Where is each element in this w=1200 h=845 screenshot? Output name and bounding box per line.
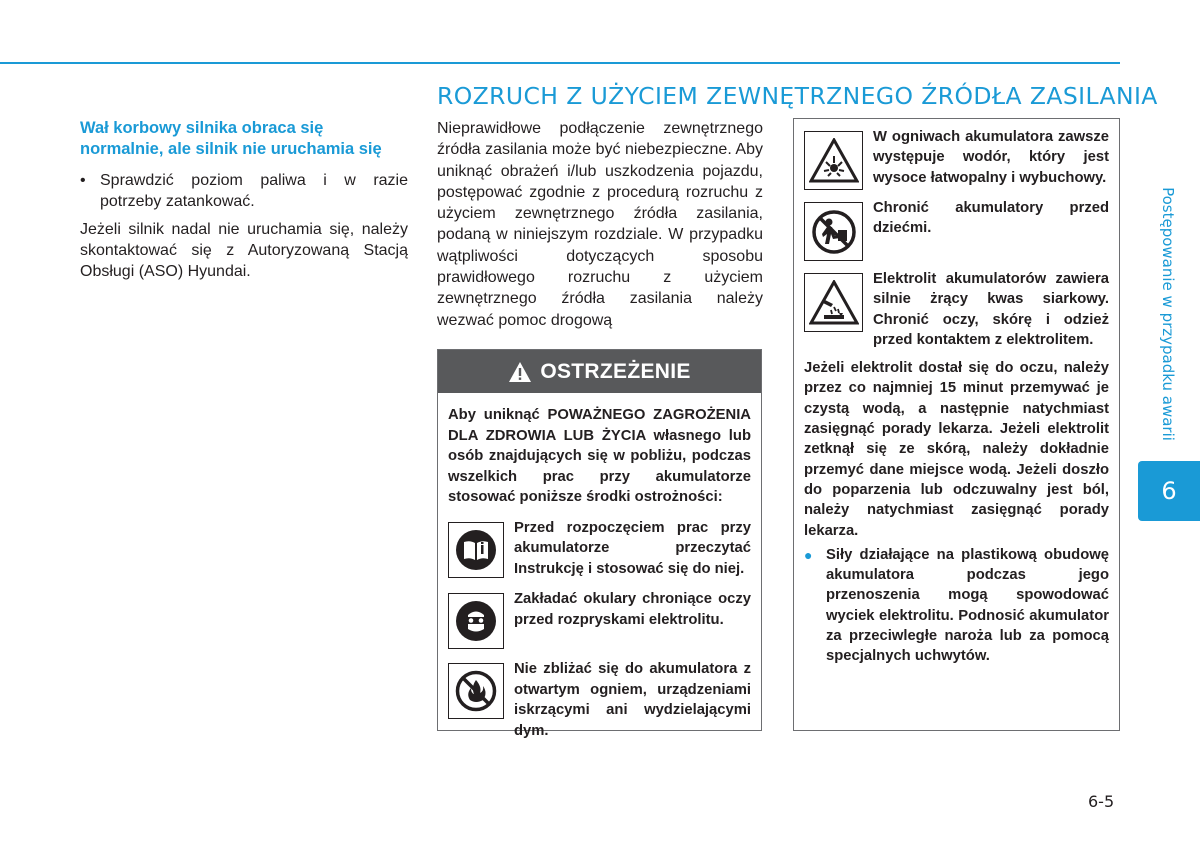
middle-column [437,118,763,331]
warning-label: OSTRZEŻENIE [540,359,691,383]
explosive-warning-icon [804,131,863,190]
warning-box [437,349,762,739]
bullet-text: Sprawdzić poziom paliwa i w razie potrzeby zatankować. [100,172,408,210]
header-rule [0,62,1120,64]
warning-header [438,350,761,393]
left-column [80,118,408,282]
left-paragraph: Jeżeli silnik nadal nie uruchamia się, należy skontaktować się z Autoryzowaną Stacją Obsługi (ASO) Hyundai. [80,221,408,280]
bullet-dot-icon: • [80,172,86,189]
safety-goggles-icon [448,593,504,649]
list-item [448,659,751,741]
list-item [804,545,1109,667]
bullet-dot-icon: ● [804,546,813,563]
list-item [80,170,408,212]
warning-item-text: Zakładać okulary chroniące oczy przed rozpryskami elektrolitu. [514,591,751,628]
list-item [448,589,751,649]
intro-paragraph: Nieprawidłowe podłączenie zewnętrznego źródła zasilania może być niebezpieczne. Aby uniknąć obrażeń i/lub uszkodzenia pojazdu, postępować zgodnie z procedurą rozruchu z użyciem zewnętrznego źródła zasilania, podaną w niniejszym rozdziale. W przypadku wątpliwości dotyczących sposobu prawidłowego rozruchu z użyciem zewnętrznego źródła zasilania należy wezwać pomoc drogową [437,120,763,329]
battery-safety-box [793,118,1120,731]
manual-book-icon [448,522,504,578]
safety-item-text: Chronić akumulatory przed dziećmi. [873,200,1109,237]
list-item [448,518,751,580]
bullet-text: Siły działające na plastikową obudowę akumulatora podczas jego przenoszenia mogą spowodować wyciek elektrolitu. Podnosić akumulator za przeciwległe naroża lub za pomocą specjalnych uchwytów. [826,546,1109,665]
list-item [804,269,1109,350]
safety-item-text: W ogniwach akumulatora zawsze występuje wodór, który jest wysoce łatwopalny i wybuchowy. [873,129,1109,186]
chapter-side-label [1136,176,1200,451]
first-aid-paragraph: Jeżeli elektrolit dostał się do oczu, należy przez co najmniej 15 minut przemywać je czystą wodą, a następnie natychmiast zasięgnąć porady lekarza. Jeżeli elektrolit zetknął się ze skórą, należy dokładnie przemyć dane miejsce wodą. Jeżeli doszło do poparzenia lub odczuwalny jest ból, należy natychmiast zasięgnąć porady lekarza. [804,360,1109,539]
page-number: 6-5 [1088,792,1115,811]
warning-intro: Aby uniknąć POWAŻNEGO ZAGROŻENIA DLA ZDROWIA LUB ŻYCIA własnego lub osób znajdujących się w pobliżu, podczas wszelkich prac przy akumulatorze stosować poniższe środki ostrożności: [448,407,751,505]
chapter-title: Postępowanie w przypadku awarii [1159,186,1177,441]
chapter-tab: 6 [1138,461,1200,521]
warning-triangle-icon [508,361,532,383]
list-item [804,127,1109,190]
section-title: ROZRUCH Z UŻYCIEM ZEWNĘTRZNEGO ŹRÓDŁA ZASILANIA [437,82,1158,110]
warning-item-text: Nie zbliżać się do akumulatora z otwartym ogniem, urządzeniami iskrzącymi ani wydzielającymi dym. [514,661,751,739]
list-item [804,198,1109,261]
keep-away-children-icon [804,202,863,261]
safety-item-text: Elektrolit akumulatorów zawiera silnie żrący kwas siarkowy. Chronić oczy, skórę i odzież przed kontaktem z elektrolitem. [873,271,1109,348]
no-open-flame-icon [448,663,504,719]
warning-item-text: Przed rozpoczęciem prac przy akumulatorze przeczytać Instrukcję i stosować się do niej. [514,519,751,577]
left-heading: Wał korbowy silnika obraca się normalnie, ale silnik nie uruchamia się [80,119,382,158]
corrosive-warning-icon [804,273,863,332]
